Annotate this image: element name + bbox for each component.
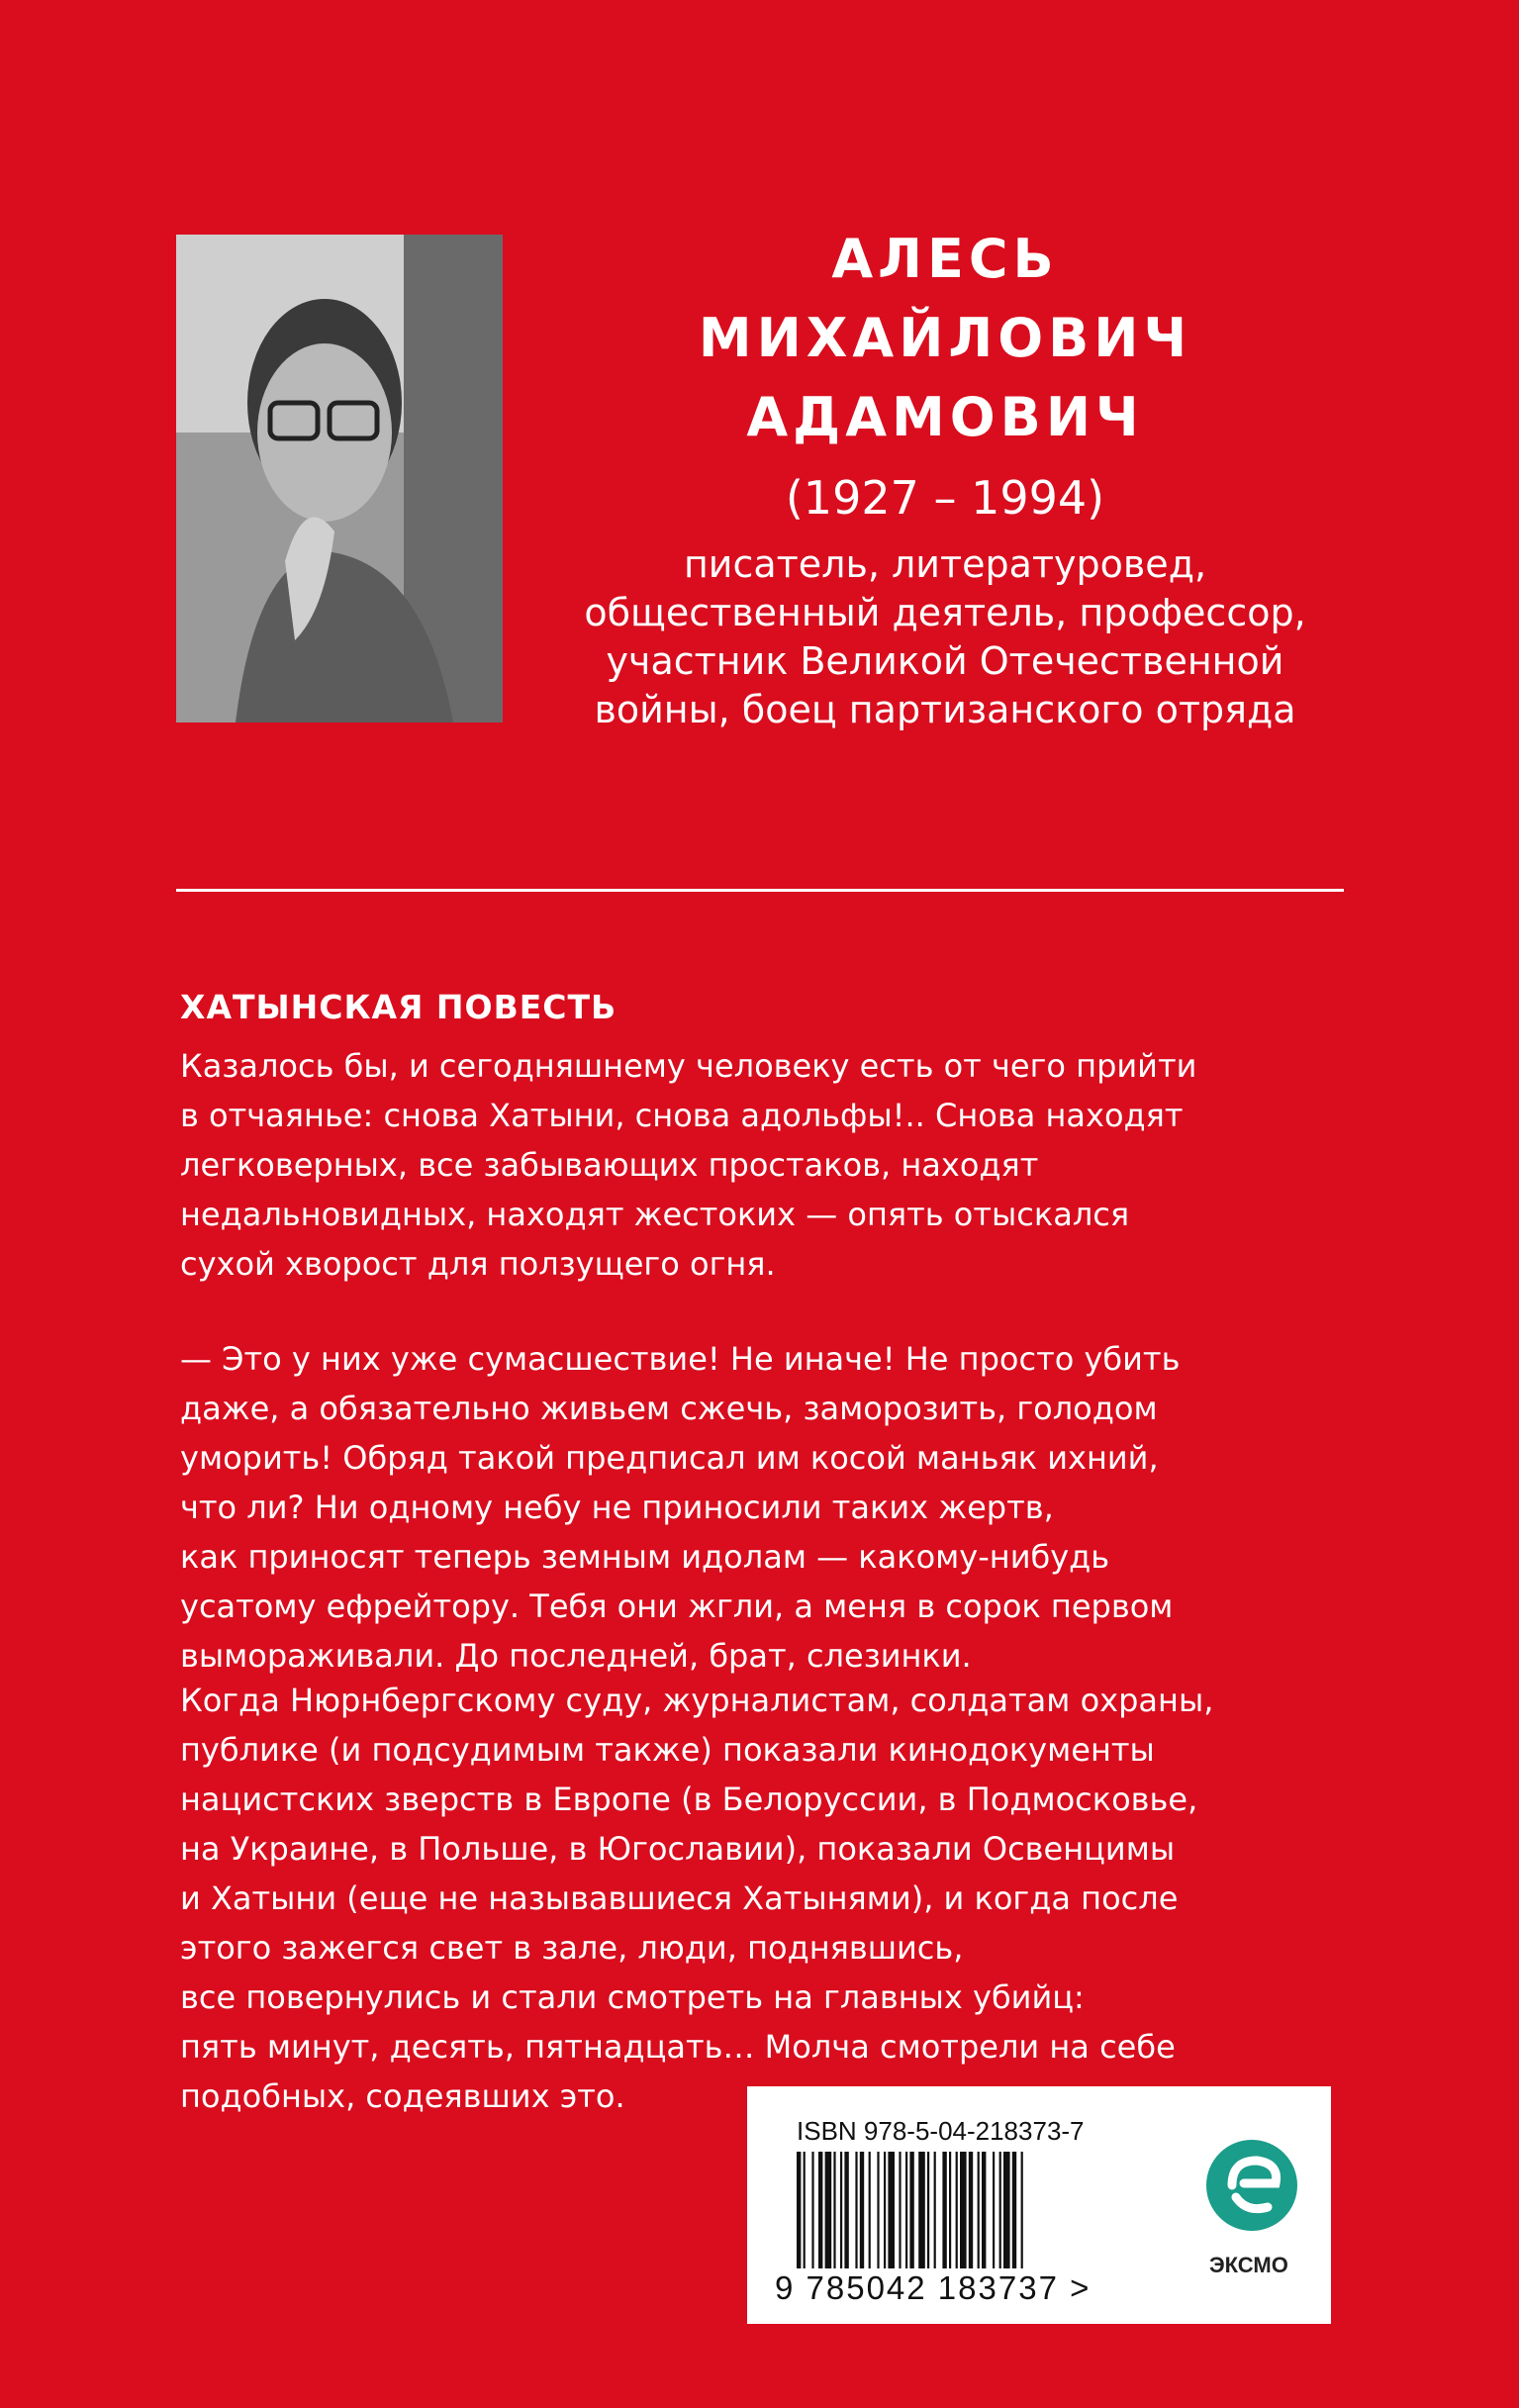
annotation-paragraph-3: Когда Нюрнбергскому суду, журналистам, солдатам охраны, публике (и подсудимым также) показали кинодокументы нацистских зверств в Европе (в Белоруссии, в Подмосковье, на Украине, в Польше, в Югославии), показали Освенцимы и Хатыни (еще не называвшиеся Хатынями), и когда после этого зажегся свет в зале, люди, поднявшись, все повернулись и стали смотреть на главных убийц: пять минут, десять, пятнадцать… Молча смотрели на себе подобных, содеявших это. <box>180 1682 1214 2115</box>
publisher-name: ЭКСМО <box>1209 2253 1288 2277</box>
eksmo-logo-icon <box>1202 2136 1301 2235</box>
divider-line <box>176 889 1344 892</box>
author-surname: АДАМОВИЧ <box>746 386 1144 448</box>
annotation-paragraph-1: Казалось бы, и сегодняшнему человеку есть от чего прийти в отчаянье: снова Хатыни, снова адольфы!.. Снова находят легковерных, все забывающих простаков, находят недальновидных, находят жестоких — опять отыскался сухой хворост для ползущего огня. <box>180 1047 1197 1283</box>
role-line: войны, боец партизанского отряда <box>594 688 1296 731</box>
book-title: ХАТЫНСКАЯ ПОВЕСТЬ <box>180 988 617 1026</box>
role-line: писатель, литературовед, <box>683 542 1207 586</box>
role-line: общественный деятель, профессор, <box>584 591 1306 634</box>
author-first-name: АЛЕСЬ <box>831 228 1059 290</box>
barcode-panel <box>747 2086 1331 2324</box>
author-photo <box>176 235 503 722</box>
author-role <box>534 540 1356 734</box>
author-patronymic: МИХАЙЛОВИЧ <box>698 307 1192 369</box>
role-line: участник Великой Отечественной <box>606 639 1284 683</box>
barcode-digits: 9 785042 183737 > <box>775 2269 1092 2306</box>
author-years: (1927 – 1994) <box>785 471 1105 525</box>
author-info <box>534 220 1356 734</box>
barcode-bars <box>797 2152 1173 2268</box>
isbn-label: ISBN 978-5-04-218373-7 <box>797 2116 1085 2146</box>
annotation-paragraph-2: — Это у них уже сумасшествие! Не иначе! Не просто убить даже, а обязательно живьем сжечь, заморозить, голодом уморить! Обряд такой предписал им косой маньяк ихний, что ли? Ни одному небу не приносили таких жертв, как приносят теперь земным идолам — какому-нибудь усатому ефрейтору. Тебя они жгли, а меня в сорок первом вымораживали. До последней, брат, слезинки. <box>180 1340 1181 1675</box>
